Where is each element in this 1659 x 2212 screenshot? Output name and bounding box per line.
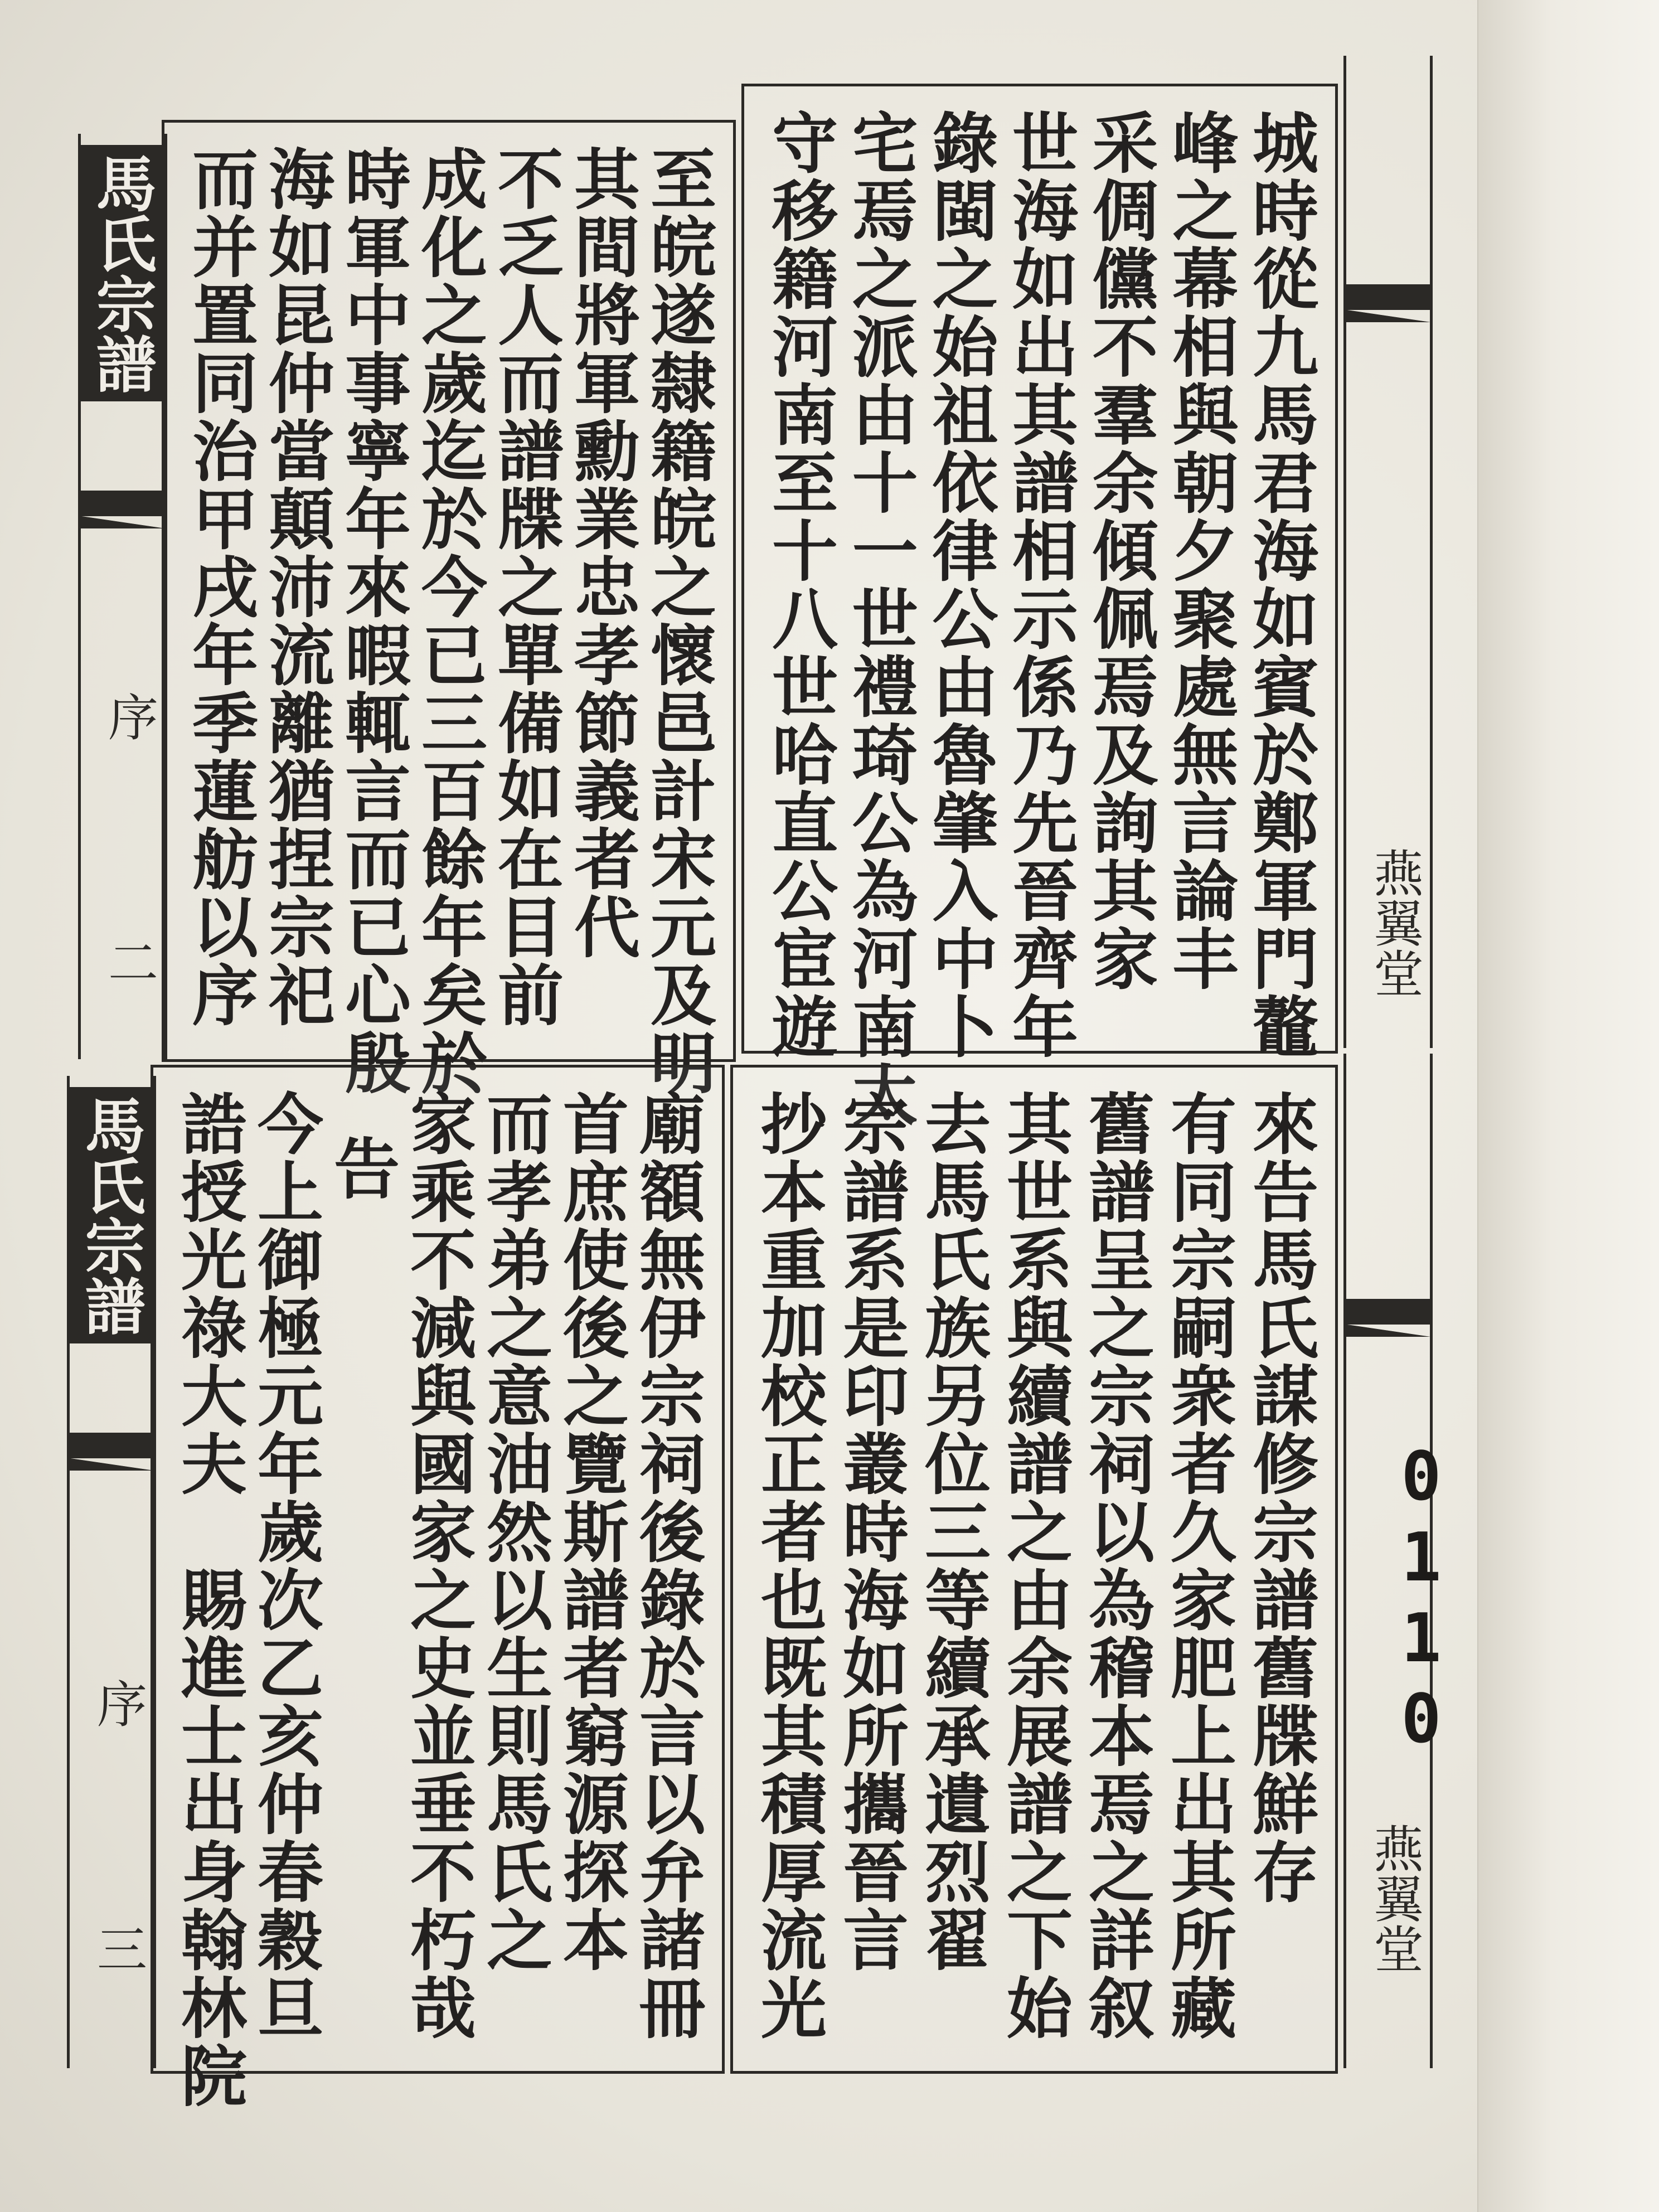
text-column: 宗譜系是印叢時海如所攜晉言 — [832, 1090, 909, 1974]
text-column: 告 — [323, 1134, 400, 1202]
text-column: 成化之歲迄於今已三百餘年矣於 — [410, 145, 488, 1097]
fish-tail-mark — [70, 1433, 153, 1458]
text-column: 守移籍河南至十八世哈直公宦遊 — [761, 109, 838, 1061]
text-column: 宅焉之派由十一世禮琦公為河南太 — [841, 109, 919, 1129]
book-title: 馬氏宗譜 — [81, 145, 164, 401]
lower-left-margin-strip — [67, 1076, 156, 2068]
page-number: 三 — [88, 1923, 147, 1973]
text-column: 有同宗嗣衆者久家肥上出其所藏 — [1160, 1090, 1237, 2042]
text-column: 城時從九馬君海如賓於鄭軍門鼇 — [1241, 109, 1319, 1061]
book-title: 馬氏宗譜 — [70, 1087, 153, 1343]
upper-left-margin-strip — [78, 134, 167, 1059]
fish-tail-mark — [1346, 284, 1430, 310]
text-column: 首庶使後之覽斯譜者窮源探本 — [552, 1090, 629, 1974]
text-column: 采倜儻不羣余傾佩焉及詢其家 — [1081, 109, 1159, 993]
text-column: 其間將軍勳業忠孝節義者代 — [563, 145, 641, 961]
text-column: 至皖遂隸籍皖之懷邑計宋元及明 — [639, 145, 717, 1097]
upper-left-leaf — [162, 120, 736, 1097]
text-column: 時軍中事寧年來暇輒言而已心殷 — [334, 145, 411, 1097]
adjacent-page-edge — [1477, 0, 1659, 2212]
text-column: 家乘不減與國家之史並垂不朽哉 — [399, 1090, 477, 2042]
text-column: 今上御極元年歲次乙亥仲春穀旦 — [246, 1090, 324, 2042]
hall-name: 燕翼堂 — [1365, 847, 1423, 998]
text-column: 峰之幕相與朝夕聚處無言論丰 — [1161, 109, 1239, 993]
text-column: 誥授光祿大夫 賜進士出身翰林院 — [170, 1090, 248, 2110]
text-column: 而孝弟之意油然以生則馬氏之 — [476, 1090, 553, 1974]
text-column: 去馬氏族另位三等續承遺烈翟 — [914, 1090, 991, 1974]
text-column: 來告馬氏謀修宗譜舊牒鮮存 — [1241, 1090, 1319, 1906]
text-column: 其世系與續譜之由余展譜之下始 — [996, 1090, 1073, 2042]
page-stamp: 0110 — [1382, 1438, 1460, 1762]
upper-right-leaf — [741, 84, 1338, 1129]
text-column: 海如昆仲當顛沛流離猶捏宗祀 — [258, 145, 335, 1029]
text-column: 不乏人而譜牒之單備如在目前 — [487, 145, 564, 1029]
upper-right-margin-strip — [1343, 56, 1433, 1048]
fish-tail-mark — [1346, 1299, 1430, 1325]
text-column: 廟額無伊宗祠後錄於言以弁諸冊 — [628, 1090, 706, 2042]
fish-tail-mark — [81, 491, 164, 516]
page-number: 二 — [99, 937, 158, 987]
lower-left-leaf — [151, 1065, 725, 2110]
text-column: 錄閩之始祖依律公由魯肇入中卜 — [921, 109, 999, 1061]
text-column: 世海如出其譜相示係乃先晉齊年 — [1001, 109, 1079, 1061]
section-label: 序 — [88, 1678, 147, 1728]
lower-right-leaf — [730, 1065, 1338, 2074]
text-column: 而并置同治甲戌年季蓮舫以序 — [181, 145, 259, 1029]
text-column: 舊譜呈之宗祠以為稽本焉之詳叙 — [1078, 1090, 1155, 2042]
hall-name: 燕翼堂 — [1365, 1823, 1423, 1973]
section-label: 序 — [99, 691, 158, 741]
text-column: 抄本重加校正者也既其積厚流光 — [750, 1090, 827, 2042]
